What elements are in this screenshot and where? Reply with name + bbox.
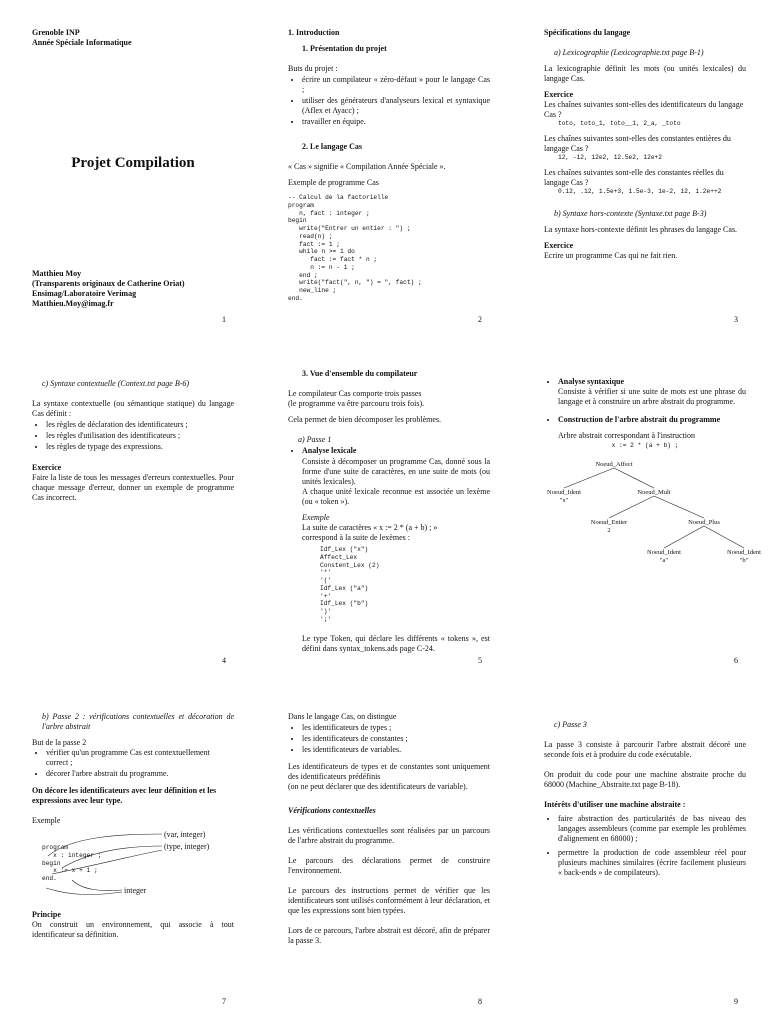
list-item: • les identificateurs de constantes ; bbox=[302, 734, 490, 744]
instruction-code: x := 2 * (a + b) ; bbox=[611, 442, 679, 449]
paragraph: Cela permet de bien décomposer les problèmes. bbox=[288, 415, 442, 424]
tree-caption: Arbre abstrait correspondant à l'instruction bbox=[558, 431, 695, 440]
page-2 bbox=[256, 0, 512, 341]
paragraph: Consiste à décomposer un programme Cas, donné sous la forme d'une suite de caractères, en une suite de mots (ou unités lexicales). bbox=[302, 457, 490, 486]
paragraph: On produit du code pour une machine abstraite proche du 68000 (Machine_Abstraite.txt page B-18). bbox=[544, 770, 746, 789]
node-affect: Noeud_Affect bbox=[595, 460, 633, 468]
list-item: • Analyse lexicale bbox=[302, 446, 490, 456]
arrow-type bbox=[62, 846, 162, 868]
identifier-kinds bbox=[288, 723, 490, 755]
page-9 bbox=[512, 682, 768, 1023]
code-line: 12, -12, 12e2, 12.5e2, 12e+2 bbox=[558, 153, 662, 161]
cas-meaning: « Cas » signifie « Compilation Année Spéciale ». bbox=[288, 162, 446, 171]
node-value-2: 2 bbox=[607, 526, 611, 534]
token-list: Idf_Lex ("x") Affect_Lex Constent_Lex (2) '*' '(' Idf_Lex ("a") '+' Idf_Lex ("b") ')' ';' bbox=[320, 546, 380, 623]
page-number: 5 bbox=[478, 656, 482, 665]
decoration-text: On décore les identificateurs avec leur définition et les expressions avec leur type. bbox=[32, 786, 217, 805]
pass-list bbox=[288, 446, 490, 456]
analysis-title: • Analyse syntaxique bbox=[558, 377, 625, 386]
node-ident-x: Noeud_Ident bbox=[547, 488, 581, 496]
list-item: • les identificateurs de types ; bbox=[302, 723, 490, 733]
paragraph: Ecrire un programme Cas qui ne fait rien. bbox=[544, 251, 678, 261]
rules-list bbox=[32, 420, 234, 452]
interests-label: Intérêts d'utiliser une machine abstraite : bbox=[544, 800, 686, 809]
paragraph: Faire la liste de tous les messages d'erreurs contextuelles. Pour chaque message d'erreur, donner un exemple de programme Cas incorrect. bbox=[32, 473, 234, 502]
analysis-title: • Construction de l'arbre abstrait du programme bbox=[558, 415, 721, 424]
paragraph: Les vérifications contextuelles sont réalisées par un parcours de l'arbre abstrait du programme. bbox=[288, 826, 490, 845]
page-3 bbox=[512, 0, 768, 341]
paragraph: Le parcours des déclarations permet de construire l'environnement. bbox=[288, 856, 490, 875]
example-label: Exemple bbox=[302, 513, 330, 522]
tree-edge bbox=[564, 468, 614, 488]
subsection-heading: b) Passe 2 : vérifications contextuelles et décoration de l'arbre abstrait bbox=[42, 712, 234, 731]
paragraph: La lexicographie définit les mots (ou unités lexicales) du langage Cas. bbox=[544, 64, 746, 83]
question: Les chaînes suivantes sont-elles des identificateurs du langage Cas ? bbox=[544, 100, 744, 119]
exercise-label: Exercice bbox=[544, 90, 574, 99]
exercise-label: Exercice bbox=[32, 463, 62, 472]
code-line: toto, toto_1, toto__1, 2_a, _toto bbox=[558, 120, 681, 127]
tree-edge bbox=[654, 496, 704, 518]
paragraph: On construit un environnement, qui associe à tout identificateur sa définition. bbox=[32, 920, 234, 939]
doc-title: Projet Compilation bbox=[71, 155, 195, 171]
annotation-integer: integer bbox=[124, 886, 147, 895]
paragraph: La syntaxe hors-contexte définit les phrases du langage Cas. bbox=[544, 225, 738, 235]
page-number: 7 bbox=[222, 997, 226, 1006]
analysis-list bbox=[544, 377, 746, 425]
list-item: • faire abstraction des particularités de bas niveau des langages assembleurs (comme par exemple les problèmes d'alignement en 68000) ; bbox=[558, 814, 746, 844]
paragraph: Le type Token, qui déclare les différents « tokens », est défini dans syntax_tokens.ads page C-24. bbox=[302, 633, 490, 653]
page-number: 4 bbox=[222, 656, 226, 665]
interests-list bbox=[544, 814, 746, 878]
subsection-heading: 1. Présentation du projet bbox=[302, 44, 387, 53]
page-number: 9 bbox=[734, 997, 738, 1006]
node-value-x: "x" bbox=[559, 496, 569, 504]
arrow-int bbox=[72, 880, 122, 891]
page-number: 6 bbox=[734, 656, 738, 665]
paragraph: (le programme va être parcouru trois fois). bbox=[288, 399, 425, 408]
author-credit: (Transparents originaux de Catherine Oriat) bbox=[32, 278, 185, 288]
paragraph: Les identificateurs de types et de constantes sont uniquement des identificateurs prédéfinis bbox=[288, 762, 490, 781]
list-item: • écrire un compilateur « zéro-défaut » pour le langage Cas ; bbox=[302, 75, 490, 95]
subsection-heading: a) Passe 1 bbox=[298, 435, 332, 444]
paragraph: Lors de ce parcours, l'arbre abstrait est décoré, afin de préparer la passe 3. bbox=[288, 926, 490, 945]
node-ident-a: Noeud_Ident bbox=[647, 548, 681, 556]
paragraph: Consiste à vérifier si une suite de mots est une phrase du langage et à construire un arbre abstrait du programme. bbox=[558, 387, 746, 406]
goals-list bbox=[288, 75, 490, 127]
example-label: Exemple de programme Cas bbox=[288, 178, 379, 187]
page-number: 3 bbox=[734, 315, 738, 324]
paragraph: Le parcours des instructions permet de vérifier que les identificateurs sont utilisés conformément à leur déclaration, et que les expressions sont bien typées. bbox=[288, 886, 490, 915]
abstract-tree bbox=[544, 456, 761, 586]
page-6 bbox=[512, 341, 768, 682]
tree-edge bbox=[664, 526, 704, 548]
program-name: Année Spéciale Informatique bbox=[32, 38, 132, 47]
subsection-heading: c) Syntaxe contextuelle (Context.txt page B-6) bbox=[42, 379, 190, 388]
author-name: Matthieu Moy bbox=[32, 268, 82, 278]
node-value-b: "b" bbox=[739, 556, 749, 564]
paragraph: La suite de caractères « x := 2 * (a + b) ; » bbox=[302, 523, 438, 532]
paragraph: Dans le langage Cas, on distingue bbox=[288, 712, 397, 721]
list-item: • les règles de déclaration des identificateurs ; bbox=[46, 420, 234, 430]
paragraph: Le compilateur Cas comporte trois passes bbox=[288, 389, 422, 398]
paragraph: (on ne peut déclarer que des identificateurs de variable). bbox=[288, 782, 468, 791]
arrow-var bbox=[48, 834, 162, 856]
subsection-heading: Vérifications contextuelles bbox=[288, 806, 376, 815]
list-item: • décorer l'arbre abstrait du programme. bbox=[46, 769, 234, 779]
code-line: 0.12, .12, 1.5e+3, 1.5e-3, 1e-2, 12, 1.2e++2 bbox=[558, 187, 722, 195]
node-mult: Noeud_Mult bbox=[637, 488, 671, 496]
code-block: -- Calcul de la factorielle program n, fact : integer ; begin write("Entrer un entier : ") ; read(n) ; fact := 1 ; while n >= 1 do fact := fact * n ; n := n - 1 ; end ; write("fact(", n, ") = ", fact) ; new_line ; end. bbox=[288, 194, 422, 302]
subsection-heading: c) Passe 3 bbox=[554, 720, 587, 729]
section-heading: 1. Introduction bbox=[288, 28, 340, 37]
paragraph: La syntaxe contextuelle (ou sémantique statique) du langage Cas définit : bbox=[32, 399, 234, 418]
list-item bbox=[558, 415, 746, 425]
principle-label: Principe bbox=[32, 910, 61, 919]
node-plus: Noeud_Plus bbox=[688, 518, 720, 526]
exercise-label: Exercice bbox=[544, 241, 574, 251]
page-1 bbox=[0, 0, 256, 341]
page-5 bbox=[256, 341, 512, 682]
subsection-heading: b) Syntaxe hors-contexte (Syntaxe.txt page B-3) bbox=[554, 209, 707, 219]
tree-edge bbox=[609, 496, 654, 518]
goal-list bbox=[32, 748, 234, 779]
section-heading: Spécifications du langage bbox=[544, 28, 631, 37]
school-name: Grenoble INP bbox=[32, 28, 80, 37]
paragraph: correspond à la suite de lexèmes : bbox=[302, 533, 410, 542]
arrow-int-2 bbox=[46, 888, 122, 895]
subsection-heading: a) Lexicographie (Lexicographie.txt page B-1) bbox=[554, 48, 704, 57]
page-number: 2 bbox=[478, 315, 482, 324]
list-item: • utiliser des générateurs d'analyseurs lexical et syntaxique (Aflex et Ayacc) ; bbox=[302, 96, 490, 116]
annotation-var: (var, integer) bbox=[164, 830, 206, 839]
paragraph: A chaque unité lexicale reconnue est associée un lexème (ou « token »). bbox=[302, 487, 490, 506]
node-entier: Noeud_Entier bbox=[590, 518, 628, 526]
arrow-type-2 bbox=[52, 850, 162, 874]
example-label: Exemple bbox=[32, 816, 61, 825]
list-item: • travailler en équipe. bbox=[302, 117, 490, 127]
page-8 bbox=[256, 682, 512, 1023]
tree-edge bbox=[704, 526, 744, 548]
section-heading: 3. Vue d'ensemble du compilateur bbox=[302, 369, 418, 378]
page-4 bbox=[0, 341, 256, 682]
author-email: Matthieu.Moy@imag.fr bbox=[32, 298, 114, 308]
list-item: • les règles de typage des expressions. bbox=[46, 442, 234, 452]
page-number: 8 bbox=[478, 997, 482, 1006]
question: Les chaînes suivantes sont-elles des constantes entières du langage Cas ? bbox=[544, 133, 731, 153]
page-number: 1 bbox=[222, 315, 226, 324]
annotation-type: (type, integer) bbox=[164, 842, 210, 851]
question: Les chaînes suivantes sont-elle des constantes réelles du langage Cas ? bbox=[544, 167, 724, 187]
list-item bbox=[558, 377, 746, 407]
code-block: program x : integer ; begin x := x + 1 ; end. bbox=[42, 844, 102, 882]
author-lab: Ensimag/Laboratoire Verimag bbox=[32, 288, 137, 298]
list-item: • permettre la production de code assembleur réel pour plusieurs machines similaires (écrire facilement plusieurs « back-ends » de compilateurs). bbox=[558, 848, 746, 878]
node-value-a: "a" bbox=[659, 556, 669, 564]
list-item: • vérifier qu'un programme Cas est contextuellement correct ; bbox=[46, 748, 234, 768]
decoration-example bbox=[32, 830, 234, 900]
list-item: • les identificateurs de variables. bbox=[302, 745, 490, 755]
page-7 bbox=[0, 682, 256, 1023]
goal-label: But de la passe 2 bbox=[32, 738, 87, 747]
paragraph: La passe 3 consiste à parcourir l'arbre abstrait décoré une seconde fois et à produire du code exécutable. bbox=[544, 740, 746, 759]
tree-edge bbox=[614, 468, 654, 488]
subsection-heading: 2. Le langage Cas bbox=[302, 142, 362, 151]
goals-label: Buts du projet : bbox=[288, 64, 338, 73]
list-item: • les règles d'utilisation des identificateurs ; bbox=[46, 431, 234, 441]
node-ident-b: Noeud_Ident bbox=[727, 548, 761, 556]
